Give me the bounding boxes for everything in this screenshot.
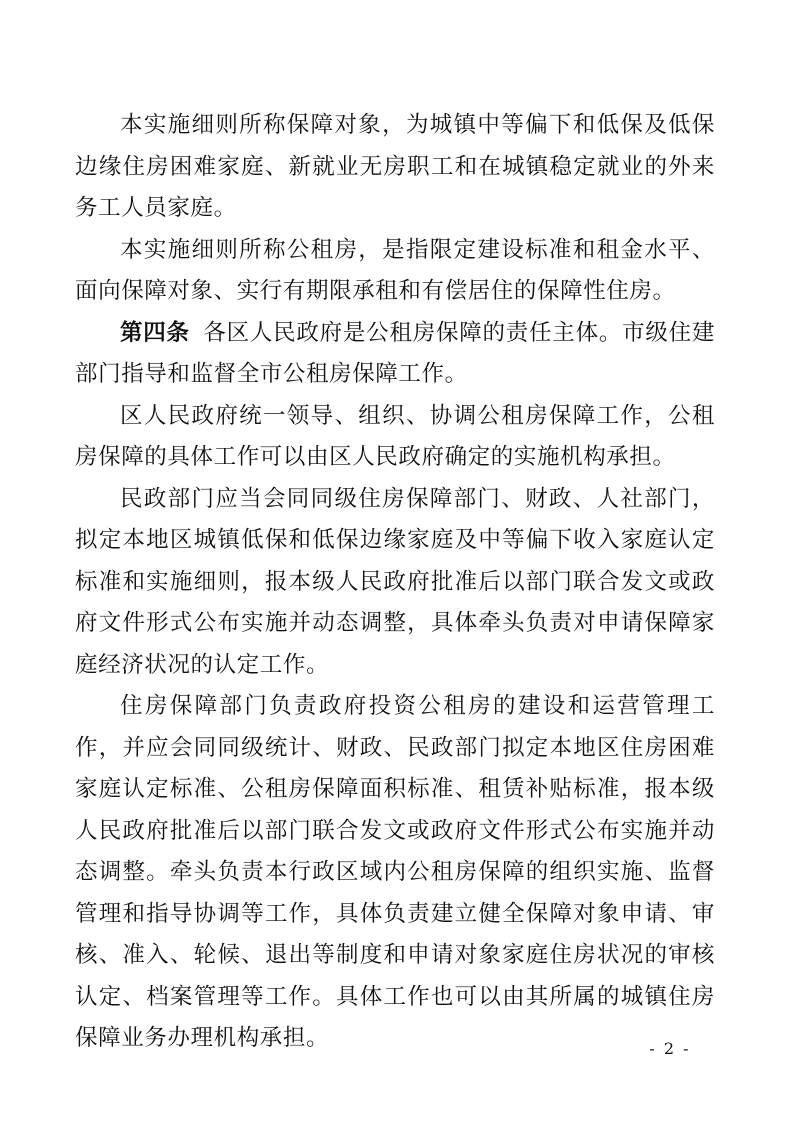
paragraph-5: [75, 479, 715, 687]
document-body: [75, 105, 715, 1060]
paragraph-4: [75, 396, 715, 479]
paragraph-3-text: 各区人民政府是公租房保障的责任主体。市级住建部门指导和监督全市公租房保障工作。: [75, 319, 715, 387]
paragraph-5-text: 民政部门应当会同同级住房保障部门、财政、人社部门，拟定本地区城镇低保和低保边缘家庭及中等偏下收入家庭认定标准和实施细则，报本级人民政府批准后以部门联合发文或政府文件形式公布实施并动态调整，具体牵头负责对申请保障家庭经济状况的认定工作。: [75, 485, 715, 678]
paragraph-6: [75, 686, 715, 1060]
paragraph-1-text: 本实施细则所称保障对象，为城镇中等偏下和低保及低保边缘住房困难家庭、新就业无房职工和在城镇稳定就业的外来务工人员家庭。: [75, 112, 715, 221]
paragraph-2-text: 本实施细则所称公租房，是指限定建设标准和租金水平、面向保障对象、实行有期限承租和有偿居住的保障性住房。: [75, 236, 715, 304]
page-number: - 2 -: [649, 1039, 691, 1058]
article-title: 第四条: [120, 319, 190, 346]
paragraph-3: [75, 313, 715, 396]
paragraph-1: [75, 105, 715, 230]
paragraph-4-text: 区人民政府统一领导、组织、协调公租房保障工作，公租房保障的具体工作可以由区人民政府确定的实施机构承担。: [75, 402, 715, 470]
paragraph-6-text: 住房保障部门负责政府投资公租房的建设和运营管理工作，并应会同同级统计、财政、民政部门拟定本地区住房困难家庭认定标准、公租房保障面积标准、租赁补贴标准，报本级人民政府批准后以部门联合发文或政府文件形式公布实施并动态调整。牵头负责本行政区域内公租房保障的组织实施、监督管理和指导协调等工作，具体负责建立健全保障对象申请、审核、准入、轮候、退出等制度和申请对象家庭住房状况的审核认定、档案管理等工作。具体工作也可以由其所属的城镇住房保障业务办理机构承担。: [75, 693, 715, 1051]
paragraph-2: [75, 230, 715, 313]
